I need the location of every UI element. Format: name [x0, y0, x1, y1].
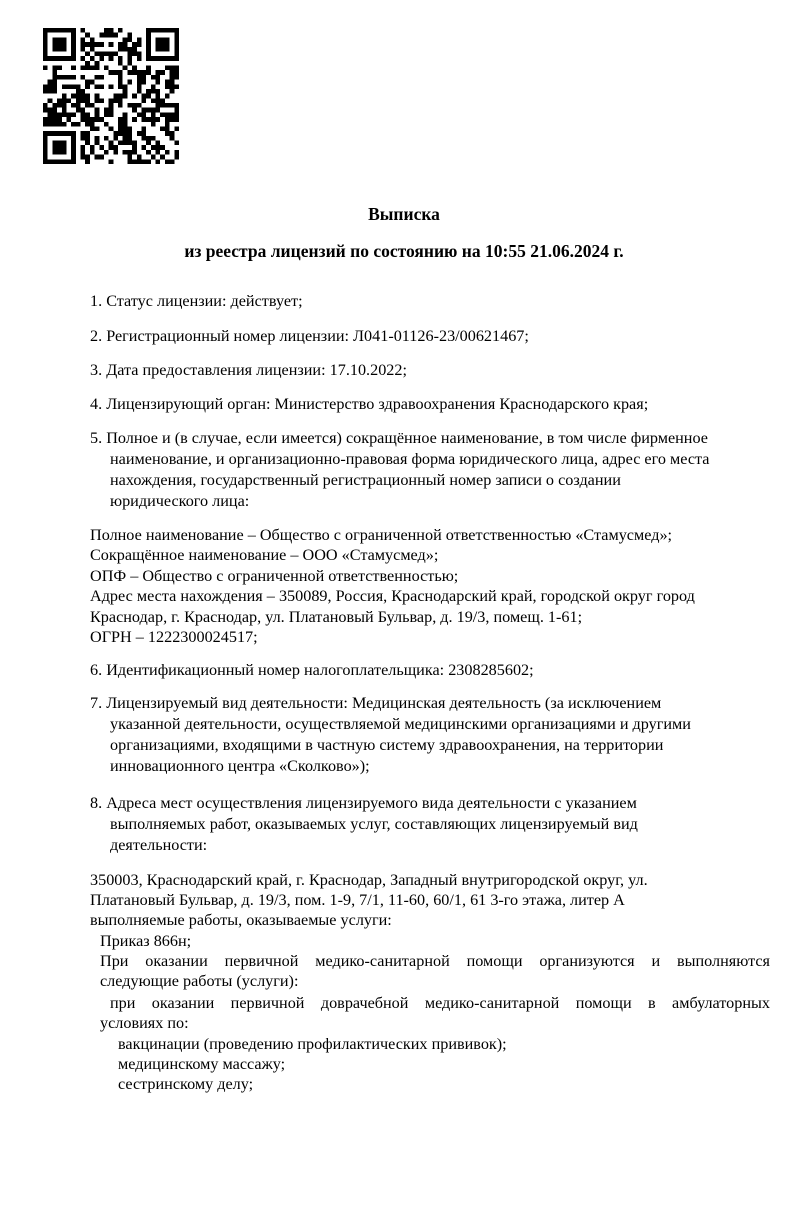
order-reference: Приказ 866н; — [100, 932, 192, 950]
org-address: Адрес места нахождения – 350089, Россия, Краснодарский край, городской округ город — [90, 587, 695, 605]
work-item: сестринскому делу; — [118, 1075, 254, 1093]
item-registration-number: 2. Регистрационный номер лицензии: Л041-01126-23/00621467; — [90, 327, 529, 345]
item-activity-addresses: выполняемых работ, оказываемых услуг, составляющих лицензируемый вид — [110, 815, 638, 833]
org-legal-form: ОПФ – Общество с ограниченной ответственностью; — [90, 567, 459, 585]
primary-care-line: следующие работы (услуги): — [100, 972, 299, 990]
org-short-name: Сокращённое наименование – ООО «Стамусмед»; — [90, 546, 439, 564]
org-ogrn: ОГРН – 1222300024517; — [90, 628, 258, 646]
qr-code-icon — [43, 28, 179, 164]
prehospital-care-line: при оказании первичной доврачебной медико-санитарной помощи в амбулаторных — [110, 994, 770, 1012]
item-activity-type: организациями, входящими в частную систему здравоохранения, на территории — [110, 736, 664, 754]
works-heading: выполняемые работы, оказываемые услуги: — [90, 911, 392, 929]
document-title: Выписка — [368, 204, 440, 224]
primary-care-line: При оказании первичной медико-санитарной помощи организуются и выполняются — [100, 952, 770, 970]
org-full-name: Полное наименование – Общество с ограниченной ответственностью «Стамусмед»; — [90, 526, 673, 544]
item-org-name-heading: нахождения, государственный регистрационный номер записи о создании — [110, 471, 621, 489]
activity-address: 350003, Краснодарский край, г. Краснодар, Западный внутригородской округ, ул. — [90, 871, 648, 889]
item-activity-type: 7. Лицензируемый вид деятельности: Медицинская деятельность (за исключением — [90, 694, 662, 712]
work-item: вакцинации (проведению профилактических прививок); — [118, 1035, 507, 1053]
prehospital-care-line: условиях по: — [100, 1014, 189, 1032]
item-org-name-heading: наименование, и организационно-правовая форма юридического лица, адрес его места — [110, 450, 710, 468]
activity-address: Платановый Бульвар, д. 19/3, пом. 1-9, 7/1, 11-60, 60/1, 61 3-го этажа, литер А — [90, 891, 625, 909]
item-issue-date: 3. Дата предоставления лицензии: 17.10.2022; — [90, 361, 407, 379]
org-address: Краснодар, г. Краснодар, ул. Платановый Бульвар, д. 19/3, помещ. 1-61; — [90, 608, 583, 626]
item-activity-type: указанной деятельности, осуществляемой медицинскими организациями и другими — [110, 715, 691, 733]
item-inn: 6. Идентификационный номер налогоплательщика: 2308285602; — [90, 661, 534, 679]
item-org-name-heading: юридического лица: — [110, 492, 250, 510]
item-activity-type: инновационного центра «Сколково»); — [110, 757, 370, 775]
item-activity-addresses: 8. Адреса мест осуществления лицензируемого вида деятельности с указанием — [90, 794, 637, 812]
item-org-name-heading: 5. Полное и (в случае, если имеется) сокращённое наименование, в том числе фирменное — [90, 429, 708, 447]
work-item: медицинскому массажу; — [118, 1055, 286, 1073]
item-license-status: 1. Статус лицензии: действует; — [90, 292, 303, 310]
item-licensing-authority: 4. Лицензирующий орган: Министерство здравоохранения Краснодарского края; — [90, 395, 649, 413]
item-activity-addresses: деятельности: — [110, 836, 208, 854]
document-subtitle: из реестра лицензий по состоянию на 10:55 21.06.2024 г. — [184, 241, 624, 261]
